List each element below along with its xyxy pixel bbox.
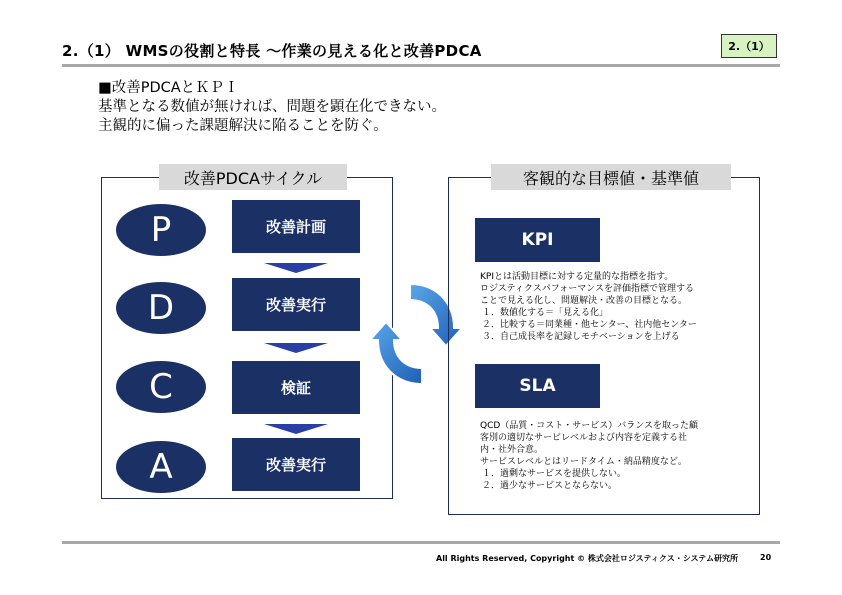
step-box-act: 改善実行 [232,438,360,491]
sla-description [480,420,698,492]
pdca-panel-title: 改善PDCAサイクル [159,164,347,190]
kpi-line: １．数値化する＝「見える化」 [482,308,609,318]
standards-panel-title: 客観的な目標値・基準値 [491,164,731,190]
step-box-do: 改善実行 [232,278,360,331]
step-box-plan: 改善計画 [232,200,360,253]
step-box-check: 検証 [232,361,360,414]
step-down-arrow-icon [264,424,328,434]
sla-label-box: SLA [475,364,600,408]
page-title: 2.（1） WMSの役割と特長 ～作業の見える化と改善PDCA [62,42,482,60]
intro-line-1: 基準となる数値が無ければ、問題を顕在化できない。 [98,99,446,115]
section-badge: 2.（1） [721,34,777,58]
sla-line: 客別の適切なサービレベルおよび内容を定義する社 [480,433,688,443]
page-number: 20 [760,553,772,562]
kpi-line: ことで見える化し、問題解決・改善の目標となる。 [480,296,688,306]
sla-line: 内・社外合意。 [480,445,544,455]
footer-copyright: All Rights Reserved, Copyright © 株式会社ロジスティクス・システム研究所 [436,554,738,563]
kpi-line: KPIとは活動目標に対する定量的な指標を指す。 [480,272,674,282]
pdca-letter-p: P [116,204,206,256]
kpi-line: ３．自己成長率を記録しモチベーションを上げる [482,332,680,342]
sla-line: サービスレベルとはリードタイム・納品精度など。 [480,457,687,467]
sla-line: QCD（品質・コスト・サービス）バランスを取った顧 [480,421,699,431]
pdca-letter-d: D [116,282,206,334]
sla-line: １．過剰なサービスを提供しない。 [482,469,627,479]
pdca-letter-a: A [116,441,206,493]
kpi-line: ２．比較する＝同業種・他センター、社内他センター [482,320,697,330]
title-divider [62,64,780,67]
intro-heading: ■改善PDCAとＫＰＩ [98,80,239,96]
footer-divider [62,541,780,544]
kpi-line: ロジスティクスパフォーマンスを評価指標で管理する [480,284,695,294]
step-down-arrow-icon [264,263,328,273]
step-down-arrow-icon [264,343,328,353]
kpi-label-box: KPI [475,218,600,262]
intro-line-2: 主観的に偏った課題解決に陥ることを防ぐ。 [98,118,388,134]
sla-line: ２．過少なサービスとならない。 [482,481,618,491]
pdca-letter-c: C [116,361,206,413]
kpi-description [480,271,697,343]
